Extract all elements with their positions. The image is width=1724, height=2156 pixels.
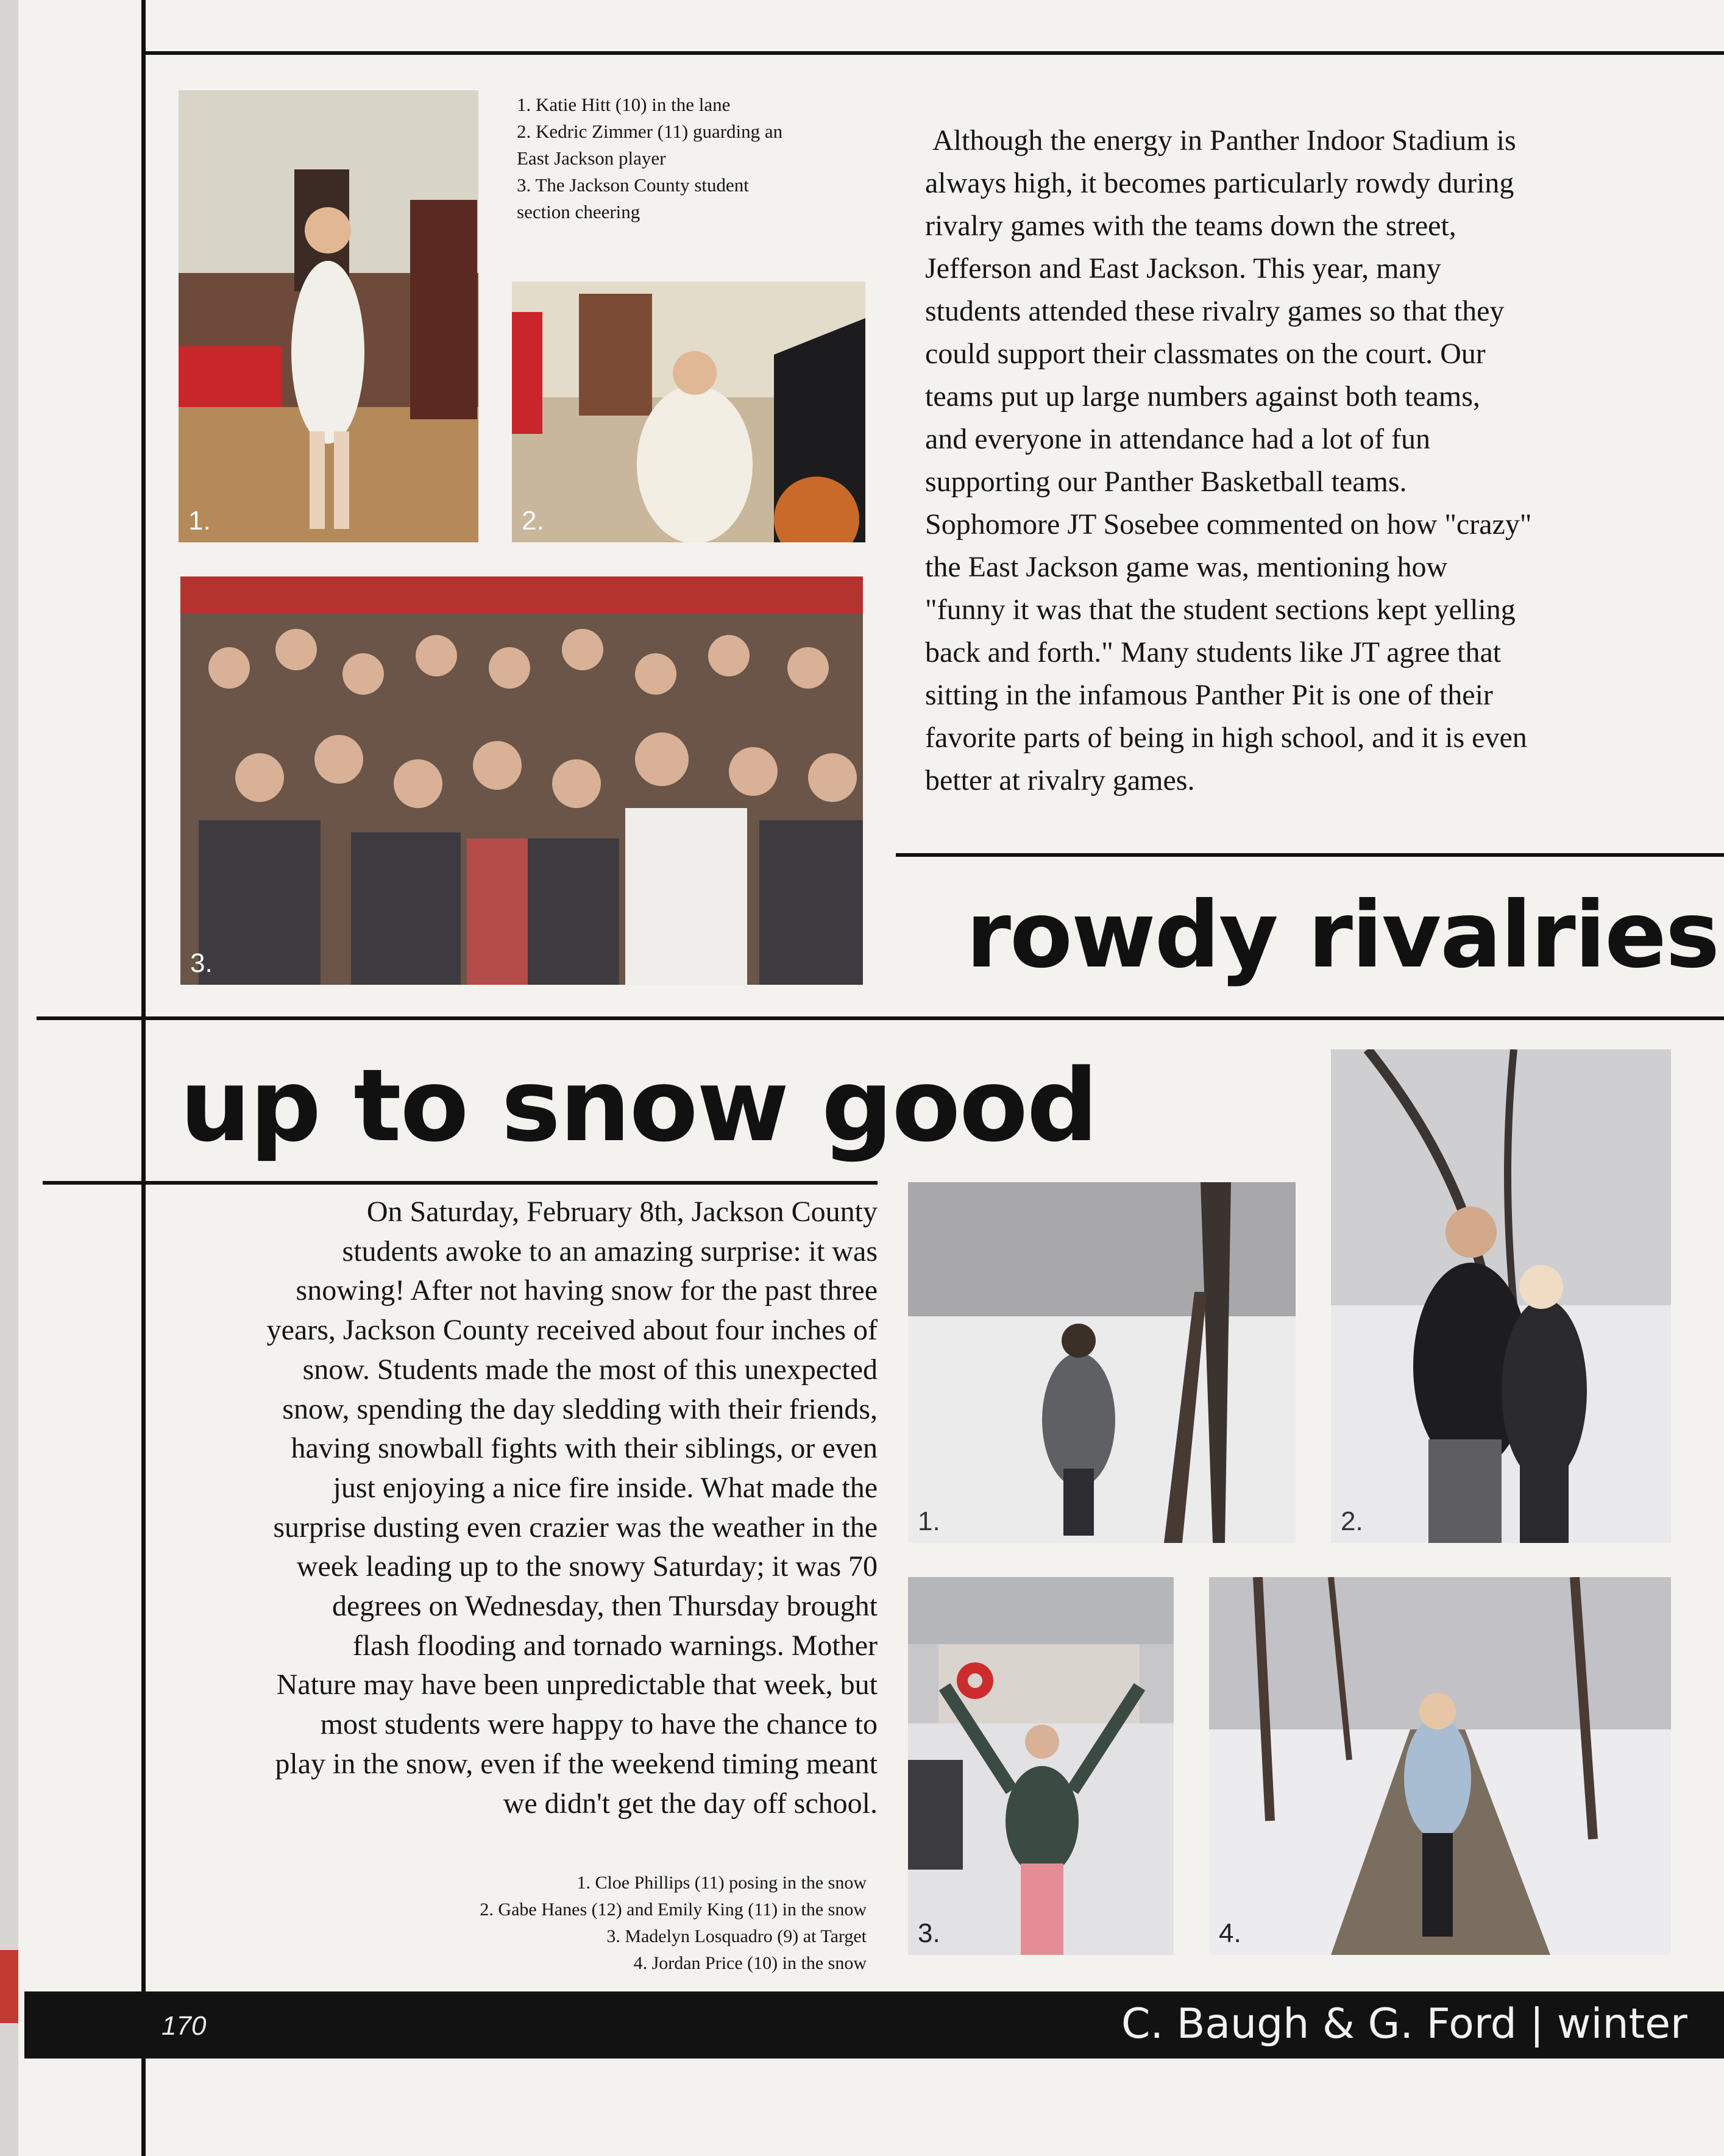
article-line: play in the snow, even if the weekend timing meant — [275, 1747, 878, 1780]
sidewalk-snow-graphic — [1209, 1577, 1671, 1955]
article-line: Although the energy in Panther Indoor Stadium is — [932, 124, 1516, 157]
photo-number: 4. — [1219, 1918, 1241, 1948]
article-line: surprise dusting even crazier was the weather in the — [273, 1511, 878, 1544]
article-line: rivalry games with the teams down the street, — [925, 210, 1456, 242]
article-line: and everyone in attendance had a lot of fun — [925, 423, 1430, 455]
article-line: students attended these rivalry games so that they — [925, 295, 1505, 327]
caption-line: East Jackson player — [517, 147, 666, 169]
rowdy-rivalries-article — [925, 119, 1693, 802]
article-line: most students were happy to have the chance to — [320, 1708, 878, 1741]
article-line: sitting in the infamous Panther Pit is one of their — [925, 679, 1493, 711]
photo-number: 3. — [190, 948, 213, 978]
article-line: the East Jackson game was, mentioning how — [925, 551, 1448, 583]
article-line: snowing! After not having snow for the past three — [296, 1274, 878, 1307]
article-line: better at rivalry games. — [925, 764, 1195, 796]
article-line: back and forth." Many students like JT agree that — [925, 636, 1502, 668]
section-divider-rule — [37, 1016, 1724, 1020]
photo-number: 3. — [918, 1918, 940, 1948]
binding-edge-red — [0, 1950, 18, 2023]
photo-gabe-hanes-emily-king — [1331, 1049, 1671, 1543]
caption-line: 1. Katie Hitt (10) in the lane — [517, 94, 731, 115]
caption-line: 1. Cloe Phillips (11) posing in the snow — [576, 1873, 867, 1893]
article-line: Jefferson and East Jackson. This year, many — [925, 252, 1441, 285]
article-line: supporting our Panther Basketball teams. — [925, 466, 1407, 498]
article-line: we didn't get the day off school. — [503, 1787, 878, 1820]
article-line: just enjoying a nice fire inside. What made the — [333, 1471, 878, 1504]
gym-photo-graphic — [179, 90, 478, 542]
crowd-photo-graphic — [180, 576, 863, 985]
photo-cloe-phillips — [908, 1182, 1296, 1543]
basketball-photo-graphic — [512, 282, 865, 542]
photo-number: 1. — [188, 506, 211, 536]
article-line: Nature may have been unpredictable that week, but — [276, 1668, 878, 1701]
caption-line: 2. Kedric Zimmer (11) guarding an — [517, 121, 783, 142]
photo-kedric-zimmer — [512, 282, 865, 542]
article-line: degrees on Wednesday, then Thursday brought — [332, 1590, 878, 1623]
photo-number: 2. — [522, 506, 544, 536]
top-rule — [141, 51, 1724, 55]
article-line: could support their classmates on the court. Our — [925, 338, 1486, 370]
binding-edge — [0, 0, 18, 2156]
article-line: years, Jackson County received about four inches of — [266, 1314, 878, 1347]
caption-line: 3. Madelyn Losquadro (9) at Target — [606, 1926, 867, 1946]
rowdy-rivalries-headline: rowdy rivalries — [966, 882, 1719, 988]
article-line: flash flooding and tornado warnings. Mother — [352, 1629, 878, 1662]
snow-headline-rule — [43, 1181, 878, 1185]
article-line: teams put up large numbers against both teams, — [925, 380, 1480, 413]
article-line: week leading up to the snowy Saturday; it was 70 — [296, 1550, 878, 1583]
photo-katie-hitt — [179, 90, 478, 542]
couple-snow-graphic — [1331, 1049, 1671, 1543]
caption-line: 4. Jordan Price (10) in the snow — [633, 1953, 867, 1973]
photo-number: 1. — [918, 1506, 940, 1536]
caption-line: section cheering — [517, 201, 640, 222]
photo-jordan-price — [1209, 1577, 1671, 1955]
article-line: always high, it becomes particularly rowdy during — [925, 167, 1514, 199]
article-line: students awoke to an amazing surprise: it was — [342, 1235, 878, 1268]
target-parking-lot-graphic — [908, 1577, 1174, 1955]
page-footer — [24, 1991, 1724, 2058]
article-line: snow, spending the day sledding with their friends, — [282, 1392, 878, 1425]
snow-photo-captions — [341, 1870, 867, 1977]
caption-line: 3. The Jackson County student — [517, 174, 749, 196]
footer-credit: C. Baugh & G. Ford | winter — [1121, 2000, 1687, 2048]
article-line: having snowball fights with their siblings, or even — [291, 1432, 878, 1465]
snow-yard-graphic — [908, 1182, 1296, 1543]
rowdy-headline-rule — [896, 853, 1724, 857]
article-line: snow. Students made the most of this unexpected — [302, 1353, 878, 1386]
article-line: favorite parts of being in high school, and it is even — [925, 722, 1527, 754]
article-line: "funny it was that the student sections kept yelling — [925, 594, 1516, 626]
article-line: Sophomore JT Sosebee commented on how "crazy" — [925, 508, 1532, 541]
top-photo-captions — [517, 91, 882, 225]
article-line: On Saturday, February 8th, Jackson County — [366, 1196, 878, 1228]
up-to-snow-good-headline: up to snow good — [180, 1048, 1098, 1164]
left-margin-rule — [141, 0, 146, 2156]
photo-student-section — [180, 576, 863, 985]
photo-madelyn-losquadro — [908, 1577, 1174, 1955]
snow-day-article — [152, 1193, 878, 1823]
photo-number: 2. — [1341, 1506, 1363, 1536]
caption-line: 2. Gabe Hanes (12) and Emily King (11) in the snow — [480, 1899, 867, 1920]
page-number: 170 — [161, 2011, 207, 2041]
